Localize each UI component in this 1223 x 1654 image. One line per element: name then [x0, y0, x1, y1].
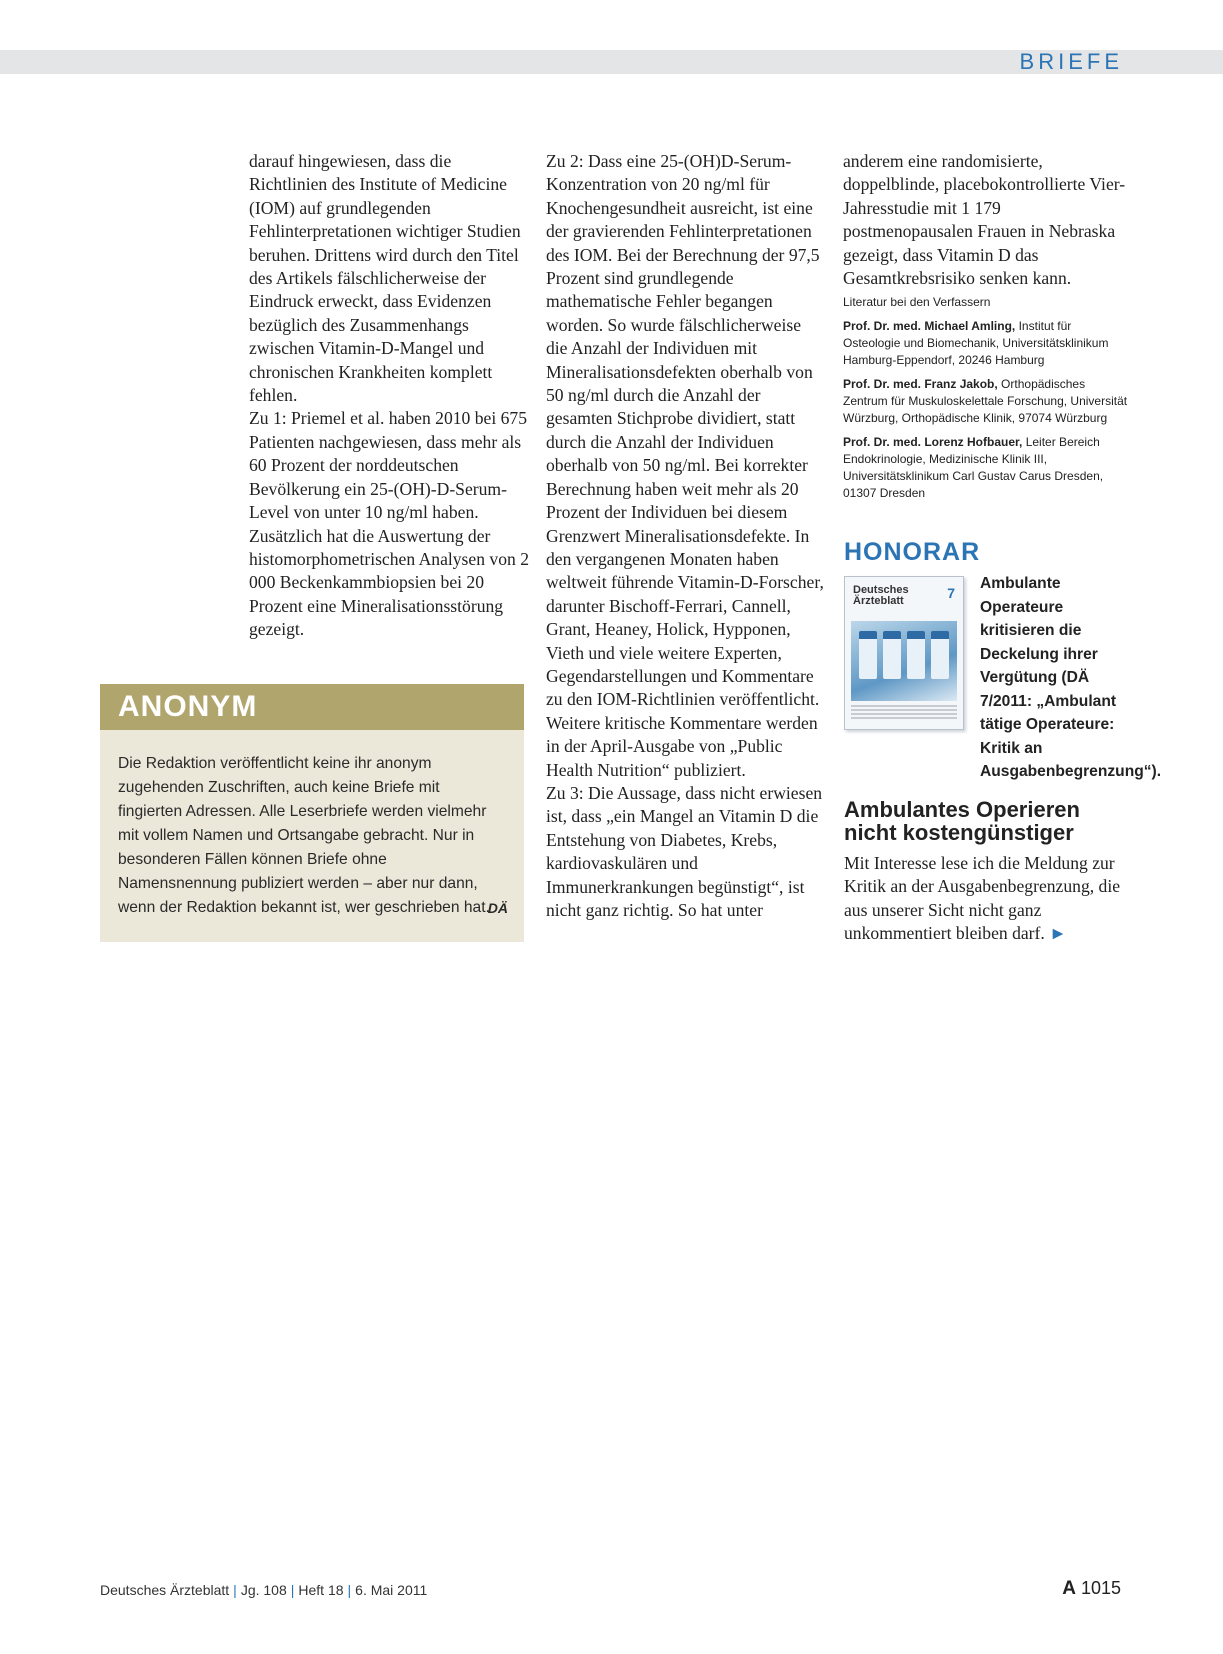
anonym-signature: DÄ — [487, 900, 508, 916]
author-entry — [843, 434, 1128, 502]
cover-title-line: Deutsches — [853, 584, 909, 596]
paragraph: Zu 2: Dass eine 25-(OH)D-Serum-Konzentration von 20 ng/ml für Knochengesundheit ausreicht, ist eine der gravierenden Fehlinterpretationen des IOM. Bei der Berechnung der 97,5 Prozent sind grundlegende mathematische Fehler begangen worden. So wurde fälschlicherweise die Anzahl der Individuen mit Mineralisationsdefekten oberhalb von 50 ng/ml durch die Anzahl der gesamten Stichprobe dividiert, statt durch die Anzahl der Individuen oberhalb von 50 ng/ml. Bei korrekter Berechnung haben weit mehr als 20 Prozent der Individuen bei diesem Grenzwert Mineralisationsdefekte. In den vergangenen Monaten haben weltweit führende Vitamin-D-Forscher, darunter Bischoff-Ferrari, Cannell, Grant, Heaney, Holick, Hypponen, Vieth und viele weitere Experten, Gegendarstellungen und Kommentare zu den IOM-Richtlinien veröffentlicht. Weitere kritische Kommentare werden in der April-Ausgabe von „Public Health Nutrition“ publiziert. — [546, 151, 824, 780]
author-entry — [843, 376, 1128, 427]
author-entry — [843, 318, 1128, 369]
footer-separator: | — [347, 1582, 352, 1598]
letter-text — [844, 852, 1134, 946]
author-affiliation: Orthopädisches Zentrum für Muskuloskelettale Forschung, Universität Würzburg, Orthopädische Klinik, 97074 Würzburg — [843, 377, 1128, 426]
paragraph: Zu 1: Priemel et al. haben 2010 bei 675 Patienten nachgewiesen, dass mehr als 60 Prozent der norddeutschen Bevölkerung ein 25-(OH)-D-Serum-Level von unter 10 ng/ml haben. Zusätzlich hat die Auswertung der histomorphometrischen Analysen von 2 000 Beckenkammbiopsien bei 20 Prozent eine Mineralisationsstörung gezeigt. — [249, 408, 529, 640]
text-column-2 — [546, 150, 824, 922]
anonym-title: ANONYM — [100, 684, 524, 730]
cover-issue-number: 7 — [947, 585, 955, 601]
paragraph: darauf hingewiesen, dass die Richtlinien des Institute of Medicine (IOM) auf grundlegenden Fehlinterpretationen wichtiger Studien beruhen. Drittens wird durch den Titel des Artikels fälschlicherweise der Eindruck erweckt, dass Evidenzen bezüglich des Zusammenhangs zwischen Vitamin-D-Mangel und chronischen Krankheiten komplett fehlen. — [249, 151, 521, 406]
vial-graphic — [931, 631, 949, 679]
footer-journal: Deutsches Ärzteblatt — [100, 1582, 230, 1598]
author-name: Prof. Dr. med. Franz Jakob, — [843, 377, 998, 392]
page-footer — [100, 1582, 427, 1598]
section-label: BRIEFE — [1019, 49, 1123, 74]
page-number-value: 1015 — [1080, 1578, 1121, 1598]
paragraph: anderem eine randomisierte, doppelblinde, placebokontrollierte Vier-Jahresstudie mit 1 179 postmenopausalen Frauen in Nebraska gezeigt, dass Vitamin D das Gesamtkrebsrisiko senken kann. — [843, 151, 1126, 289]
author-list — [843, 318, 1128, 502]
letter-body: Mit Interesse lese ich die Meldung zur Kritik an der Ausgabenbegrenzung, die aus unserer Sicht nicht ganz unkommentiert bleiben darf. — [844, 853, 1121, 944]
footer-separator: | — [290, 1582, 295, 1598]
anonym-body: Die Redaktion veröffentlicht keine ihr anonym zugehenden Zuschriften, auch keine Briefe mit fingierten Adressen. Alle Leserbriefe werden vielmehr mit vollem Namen und Ortsangabe gebracht. Nur in besonderen Fällen können Briefe ohne Namensnennung publiziert werden – aber nur dann, wenn der Redaktion bekannt ist, wer geschrieben hat. — [118, 755, 490, 916]
cover-title — [853, 585, 909, 607]
author-name: Prof. Dr. med. Michael Amling, — [843, 319, 1016, 334]
cover-title-line: Ärzteblatt — [853, 595, 904, 607]
honorar-title: HONORAR — [844, 538, 981, 566]
continue-arrow-icon[interactable]: ► — [1049, 923, 1067, 944]
letter-headline: Ambulantes Operieren nicht kostengünstiger — [844, 797, 1080, 845]
paragraph: Zu 3: Die Aussage, dass nicht erwiesen ist, dass „ein Mangel an Vitamin D die Entstehung von Diabetes, Krebs, kardiovaskulären und Immunerkrankungen begünstigt“, ist nicht ganz richtig. So hat unter — [546, 782, 823, 920]
anonym-text — [100, 730, 524, 920]
text-column-1 — [249, 150, 529, 642]
honorar-caption: Ambulante Operateure kritisieren die Deckelung ihrer Vergütung (DÄ 7/2011: „Ambulant tätige Operateure: Kritik an Ausgabenbegrenzung“). — [980, 575, 1162, 780]
footer-issue: Heft 18 — [298, 1582, 344, 1598]
literature-note: Literatur bei den Verfassern — [843, 295, 991, 310]
footer-date: 6. Mai 2011 — [355, 1582, 428, 1598]
anonym-box — [100, 684, 524, 942]
author-name: Prof. Dr. med. Lorenz Hofbauer, — [843, 435, 1023, 450]
author-affiliation: Institut für Osteologie und Biomechanik, Universitätsklinikum Hamburg-Eppendorf, 20246 Hamburg — [843, 319, 1109, 368]
vial-graphic — [907, 631, 925, 679]
page-number — [1062, 1578, 1121, 1600]
cover-photo — [851, 621, 957, 701]
vial-graphic — [859, 631, 877, 679]
footer-separator: | — [233, 1582, 237, 1598]
vial-graphic — [883, 631, 901, 679]
text-column-3 — [843, 150, 1128, 502]
page-prefix: A — [1062, 1578, 1076, 1599]
cover-text-lines — [851, 705, 957, 721]
magazine-cover-image — [844, 576, 964, 730]
footer-volume: Jg. 108 — [240, 1582, 287, 1598]
author-affiliation: Leiter Bereich Endokrinologie, Medizinische Klinik III, Universitätsklinikum Carl Gustav Carus Dresden, 01307 Dresden — [843, 435, 1104, 501]
